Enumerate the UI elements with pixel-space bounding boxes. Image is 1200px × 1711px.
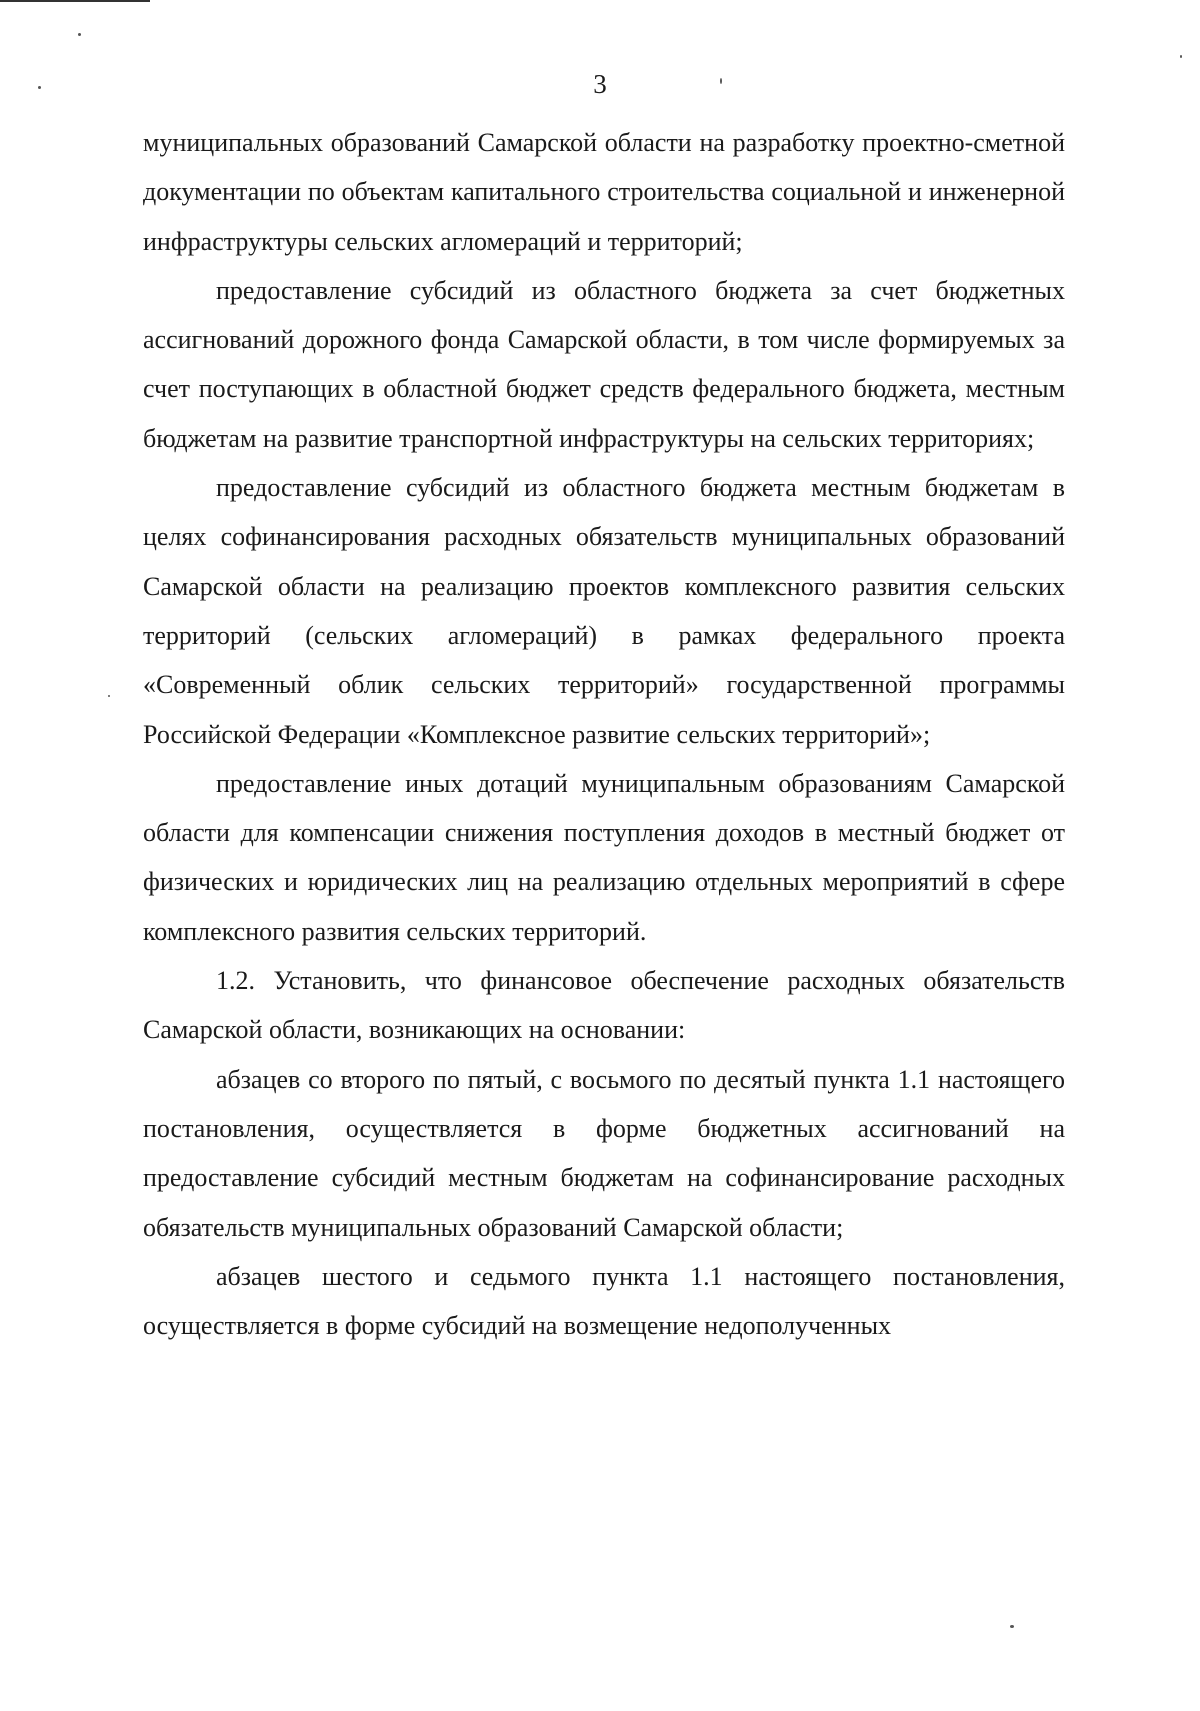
paragraph-5: 1.2. Установить, что финансовое обеспечение расходных обязательств Самарской области, возникающих на основании: [143, 966, 1065, 1045]
paragraph-3: предоставление субсидий из областного бюджета местным бюджетам в целях софинансирования расходных обязательств муниципальных образований Самарской области на реализацию проектов комплексного развития сельских территорий (сельских агломераций) в рамках федерального проекта «Современный облик сельских территорий» государственной программы Российской Федерации «Комплексное развитие сельских территорий»; [143, 473, 1065, 749]
scan-speck [108, 695, 110, 697]
scan-edge-line [0, 0, 150, 2]
document-body [143, 118, 1065, 1350]
paragraph-1: муниципальных образований Самарской области на разработку проектно-сметной документации по объектам капитального строительства социальной и инженерной инфраструктуры сельских агломераций и территорий; [143, 128, 1065, 256]
scan-speck [1180, 55, 1182, 58]
paragraph-7: абзацев шестого и седьмого пункта 1.1 настоящего постановления, осуществляется в форме субсидий на возмещение недополученных [143, 1261, 1065, 1341]
paragraph-2: предоставление субсидий из областного бюджета за счет бюджетных ассигнований дорожного фонда Самарской области, в том числе формируемых за счет поступающих в областной бюджет средств федерального бюджета, местным бюджетам на развитие транспортной инфраструктуры на сельских территориях; [143, 275, 1065, 453]
page-number: 3 [593, 69, 607, 99]
scan-speck [38, 86, 41, 89]
paragraph-4: предоставление иных дотаций муниципальным образованиям Самарской области для компенсации снижения поступления доходов в местный бюджет от физических и юридических лиц на реализацию отдельных мероприятий в сфере комплексного развития сельских территорий. [143, 768, 1065, 946]
scan-speck [720, 78, 722, 84]
scan-speck [1010, 1625, 1014, 1628]
scan-speck [78, 33, 81, 36]
paragraph-6: абзацев со второго по пятый, с восьмого по десятый пункта 1.1 настоящего постановления, осуществляется в форме бюджетных ассигнований на предоставление субсидий местным бюджетам на софинансирование расходных обязательств муниципальных образований Самарской области; [143, 1064, 1065, 1242]
